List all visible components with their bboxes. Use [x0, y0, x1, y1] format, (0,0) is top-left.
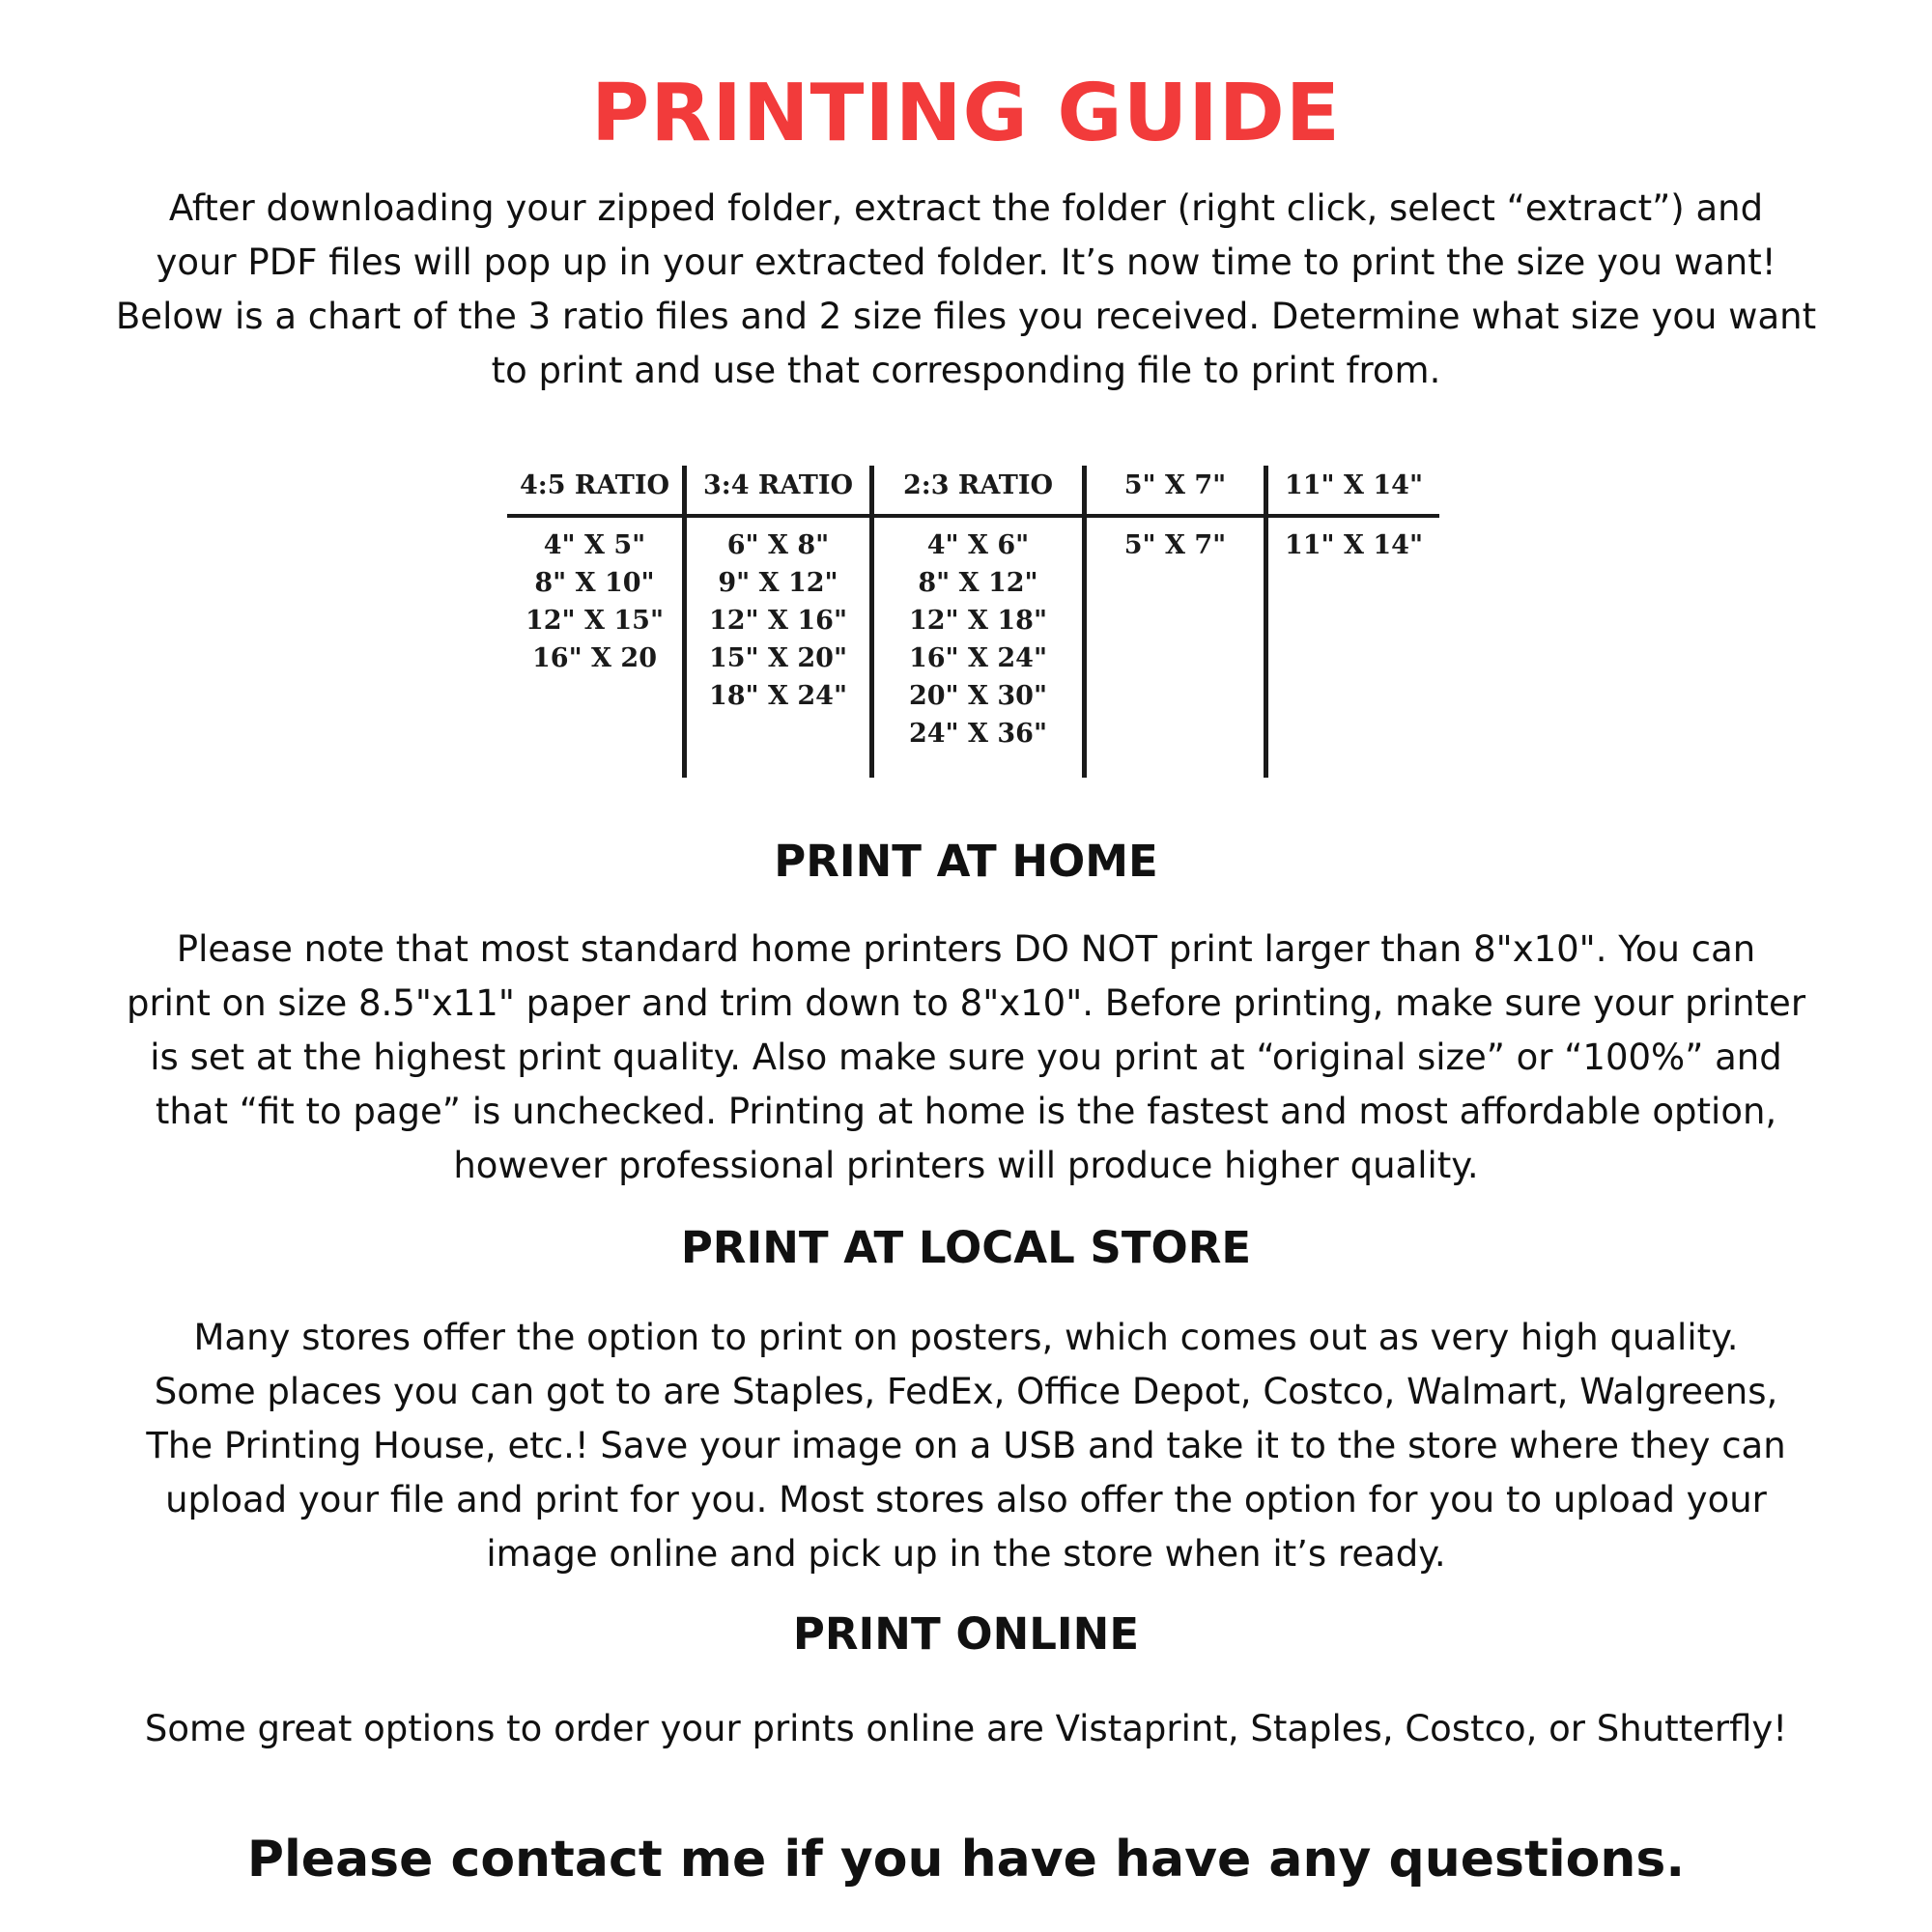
- size-cell: 5" X 7": [1123, 530, 1227, 560]
- column-5x7: [1087, 464, 1264, 778]
- column-2-3-ratio: [874, 464, 1082, 778]
- size-cell: 6" X 8": [726, 530, 830, 560]
- size-cell: 9" X 12": [718, 568, 838, 598]
- size-cell: 12" X 16": [708, 606, 848, 636]
- paragraph-line: Many stores offer the option to print on posters, which comes out as very high quality.: [193, 1317, 1739, 1358]
- paragraph-line: The Printing House, etc.! Save your image on a USB and take it to the store where they can: [146, 1425, 1786, 1466]
- column-header: 2:3 RATIO: [902, 470, 1054, 500]
- column-11x14: [1268, 464, 1439, 778]
- size-cell: 18" X 24": [708, 681, 848, 711]
- size-cell: 12" X 18": [908, 606, 1048, 636]
- intro-line: your PDF files will pop up in your extracted folder. It’s now time to print the size you want!: [156, 242, 1776, 283]
- paragraph-line: that “fit to page” is unchecked. Printing at home is the fastest and most affordable option,: [155, 1091, 1777, 1132]
- paragraph-line: upload your file and print for you. Most stores also offer the option for you to upload your: [165, 1479, 1767, 1520]
- intro-line: After downloading your zipped folder, extract the folder (right click, select “extract”) and: [168, 187, 1764, 229]
- print-at-local-store-heading: PRINT AT LOCAL STORE: [680, 1222, 1252, 1273]
- size-cell: 16" X 24": [908, 643, 1048, 673]
- column-header: 3:4 RATIO: [702, 470, 854, 500]
- paragraph-line: Some places you can got to are Staples, FedEx, Office Depot, Costco, Walmart, Walgreens,: [154, 1371, 1778, 1412]
- paragraph-line: print on size 8.5"x11" paper and trim down to 8"x10". Before printing, make sure your printer: [126, 982, 1806, 1024]
- intro-line: Below is a chart of the 3 ratio files and 2 size files you received. Determine what size you want: [115, 296, 1817, 337]
- size-cell: 20" X 30": [908, 681, 1048, 711]
- column-3-4-ratio: [687, 464, 869, 778]
- intro-line: to print and use that corresponding file to print from.: [491, 350, 1441, 391]
- print-at-home-paragraph: [87, 923, 1845, 1193]
- print-at-local-store-paragraph: [87, 1311, 1845, 1581]
- size-cell: 15" X 20": [708, 643, 848, 673]
- column-4-5-ratio: [507, 464, 682, 778]
- paragraph-line: is set at the highest print quality. Also make sure you print at “original size” or “100%” and: [150, 1037, 1782, 1078]
- size-cell: 16" X 20: [532, 643, 657, 673]
- print-online-heading: PRINT ONLINE: [792, 1608, 1140, 1660]
- size-cell: 11" X 14": [1284, 530, 1424, 560]
- size-cell: 8" X 10": [534, 568, 655, 598]
- size-chart-table: [507, 464, 1439, 778]
- contact-note: Please contact me if you have have any questions.: [246, 1831, 1686, 1889]
- size-cell: 8" X 12": [918, 568, 1038, 598]
- print-at-home-heading: PRINT AT HOME: [774, 836, 1158, 887]
- paragraph-line: Some great options to order your prints online are Vistaprint, Staples, Costco, or Shutterfly!: [144, 1708, 1788, 1749]
- paragraph-line: image online and pick up in the store when it’s ready.: [486, 1533, 1446, 1575]
- print-online-paragraph: [87, 1702, 1845, 1756]
- paragraph-line: Please note that most standard home printers DO NOT print larger than 8"x10". You can: [176, 928, 1756, 970]
- column-header: 5" X 7": [1123, 470, 1227, 500]
- intro-paragraph: [87, 182, 1845, 398]
- column-header: 11" X 14": [1284, 470, 1424, 500]
- size-cell: 12" X 15": [525, 606, 665, 636]
- column-header: 4:5 RATIO: [519, 470, 670, 500]
- size-cell: 24" X 36": [908, 719, 1048, 749]
- size-cell: 4" X 5": [543, 530, 646, 560]
- page-title: PRINTING GUIDE: [591, 68, 1341, 159]
- size-cell: 4" X 6": [926, 530, 1030, 560]
- paragraph-line: however professional printers will produce higher quality.: [453, 1145, 1479, 1186]
